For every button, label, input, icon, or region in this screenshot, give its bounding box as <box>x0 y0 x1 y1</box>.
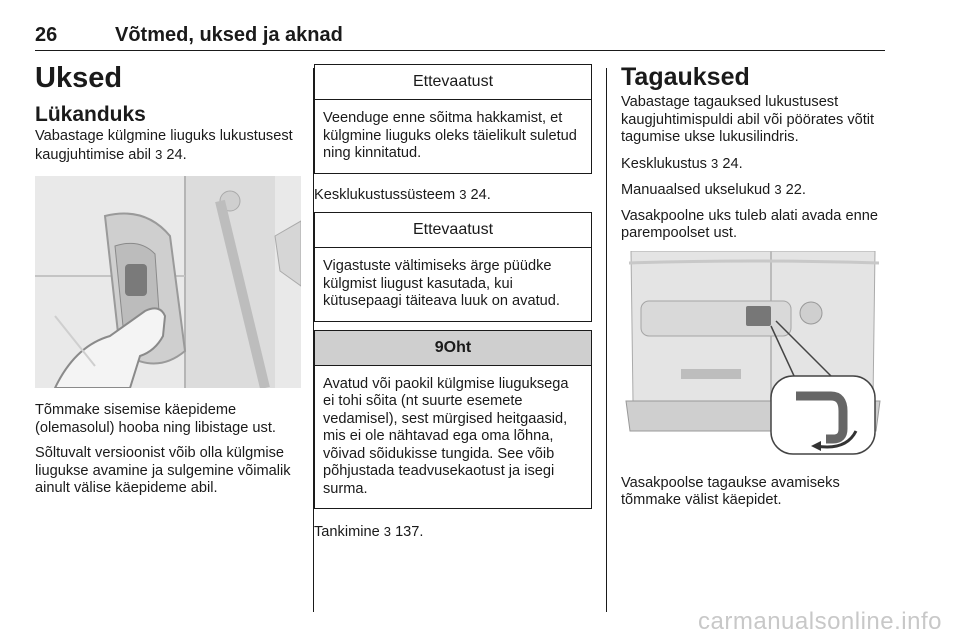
page-ref-link[interactable]: 22. <box>785 182 806 198</box>
warning-triangle-icon: 9 <box>434 338 444 356</box>
caution-box <box>314 64 592 174</box>
reference-arrow-icon: 3 <box>711 155 719 171</box>
caution-text: Veenduge enne sõitma hakkamist, et külgmine liuguks oleks täielikult suletud ning kinnitatud. <box>323 110 577 161</box>
subsection-title: Lükanduks <box>35 103 146 126</box>
caution-title: Ettevaatust <box>315 213 591 248</box>
page-number: 26 <box>35 24 58 46</box>
section-title: Uksed <box>35 62 123 94</box>
rear-door-drawing <box>621 251 885 463</box>
rear-door-illustration <box>621 251 885 463</box>
paragraph: Kesklukustussüsteem 3 24. <box>314 186 491 203</box>
page-ref-link[interactable]: 24. <box>470 186 491 203</box>
paragraph: Manuaalsed ukselukud 3 22. <box>621 182 806 198</box>
right-column <box>621 60 885 518</box>
reference-arrow-icon: 3 <box>774 182 782 197</box>
reference-arrow-icon: 3 <box>155 146 163 162</box>
caution-box <box>314 212 592 322</box>
middle-column <box>314 64 592 550</box>
page-ref-link[interactable]: 24. <box>166 146 187 163</box>
paragraph: Vasakpoolse tagaukse avamiseks tõmmake välist käepidet. <box>621 474 840 508</box>
section-title: Tagauksed <box>621 63 750 91</box>
caution-title: Ettevaatust <box>315 65 591 100</box>
reference-arrow-icon: 3 <box>459 186 467 202</box>
paragraph: Tankimine 3 137. <box>314 524 424 540</box>
page-ref-link[interactable]: 24. <box>722 155 743 172</box>
danger-box <box>314 330 592 510</box>
paragraph: Vasakpoolne uks tuleb alati avada enne parempoolset ust. <box>621 207 878 241</box>
chapter-title: Võtmed, uksed ja aknad <box>115 24 343 46</box>
paragraph: Vabastage tagauksed lukustusest kaugjuhtimispuldi abil või pöörates võtit tagumise ukse lukusilindris. <box>621 94 875 145</box>
page-ref-link[interactable]: 137. <box>395 524 424 540</box>
danger-title: Oht <box>443 338 472 356</box>
paragraph: Kesklukustus 3 24. <box>621 155 743 172</box>
reference-arrow-icon: 3 <box>383 524 391 539</box>
paragraph: Vabastage külgmine liuguks lukustusest kaugjuhtimise abil 3 24. <box>35 128 293 163</box>
paragraph: Sõltuvalt versioonist võib olla külgmise liugukse avamine ja sulgemine võimalik ainult välise käepideme abil. <box>35 445 291 496</box>
page-header <box>35 22 885 51</box>
danger-title-bar <box>315 331 591 366</box>
sliding-door-handle-illustration <box>35 176 301 388</box>
handle-drawing <box>35 176 301 388</box>
column-divider <box>606 68 607 612</box>
caution-text: Vigastuste vältimiseks ärge püüdke külgmist liugust kasutada, kui kütusepaagi täiteava luuk on avatud. <box>323 258 560 309</box>
danger-text: Avatud või paokil külgmise liuguksega ei tohi sõita (nt suurte esemete vedamisel), sest mürgised heitgaasid, mis ei ole nähtavad ega oma lõhna, võivad sõidukisse tungida. See võib põhjustada teadvusekaotust ja isegi surma. <box>323 375 569 497</box>
left-column <box>35 60 301 506</box>
watermark: carmanualsonline.info <box>698 608 942 635</box>
paragraph: Tõmmake sisemise käepideme (olemasolul) hooba ning libistage ust. <box>35 402 276 436</box>
